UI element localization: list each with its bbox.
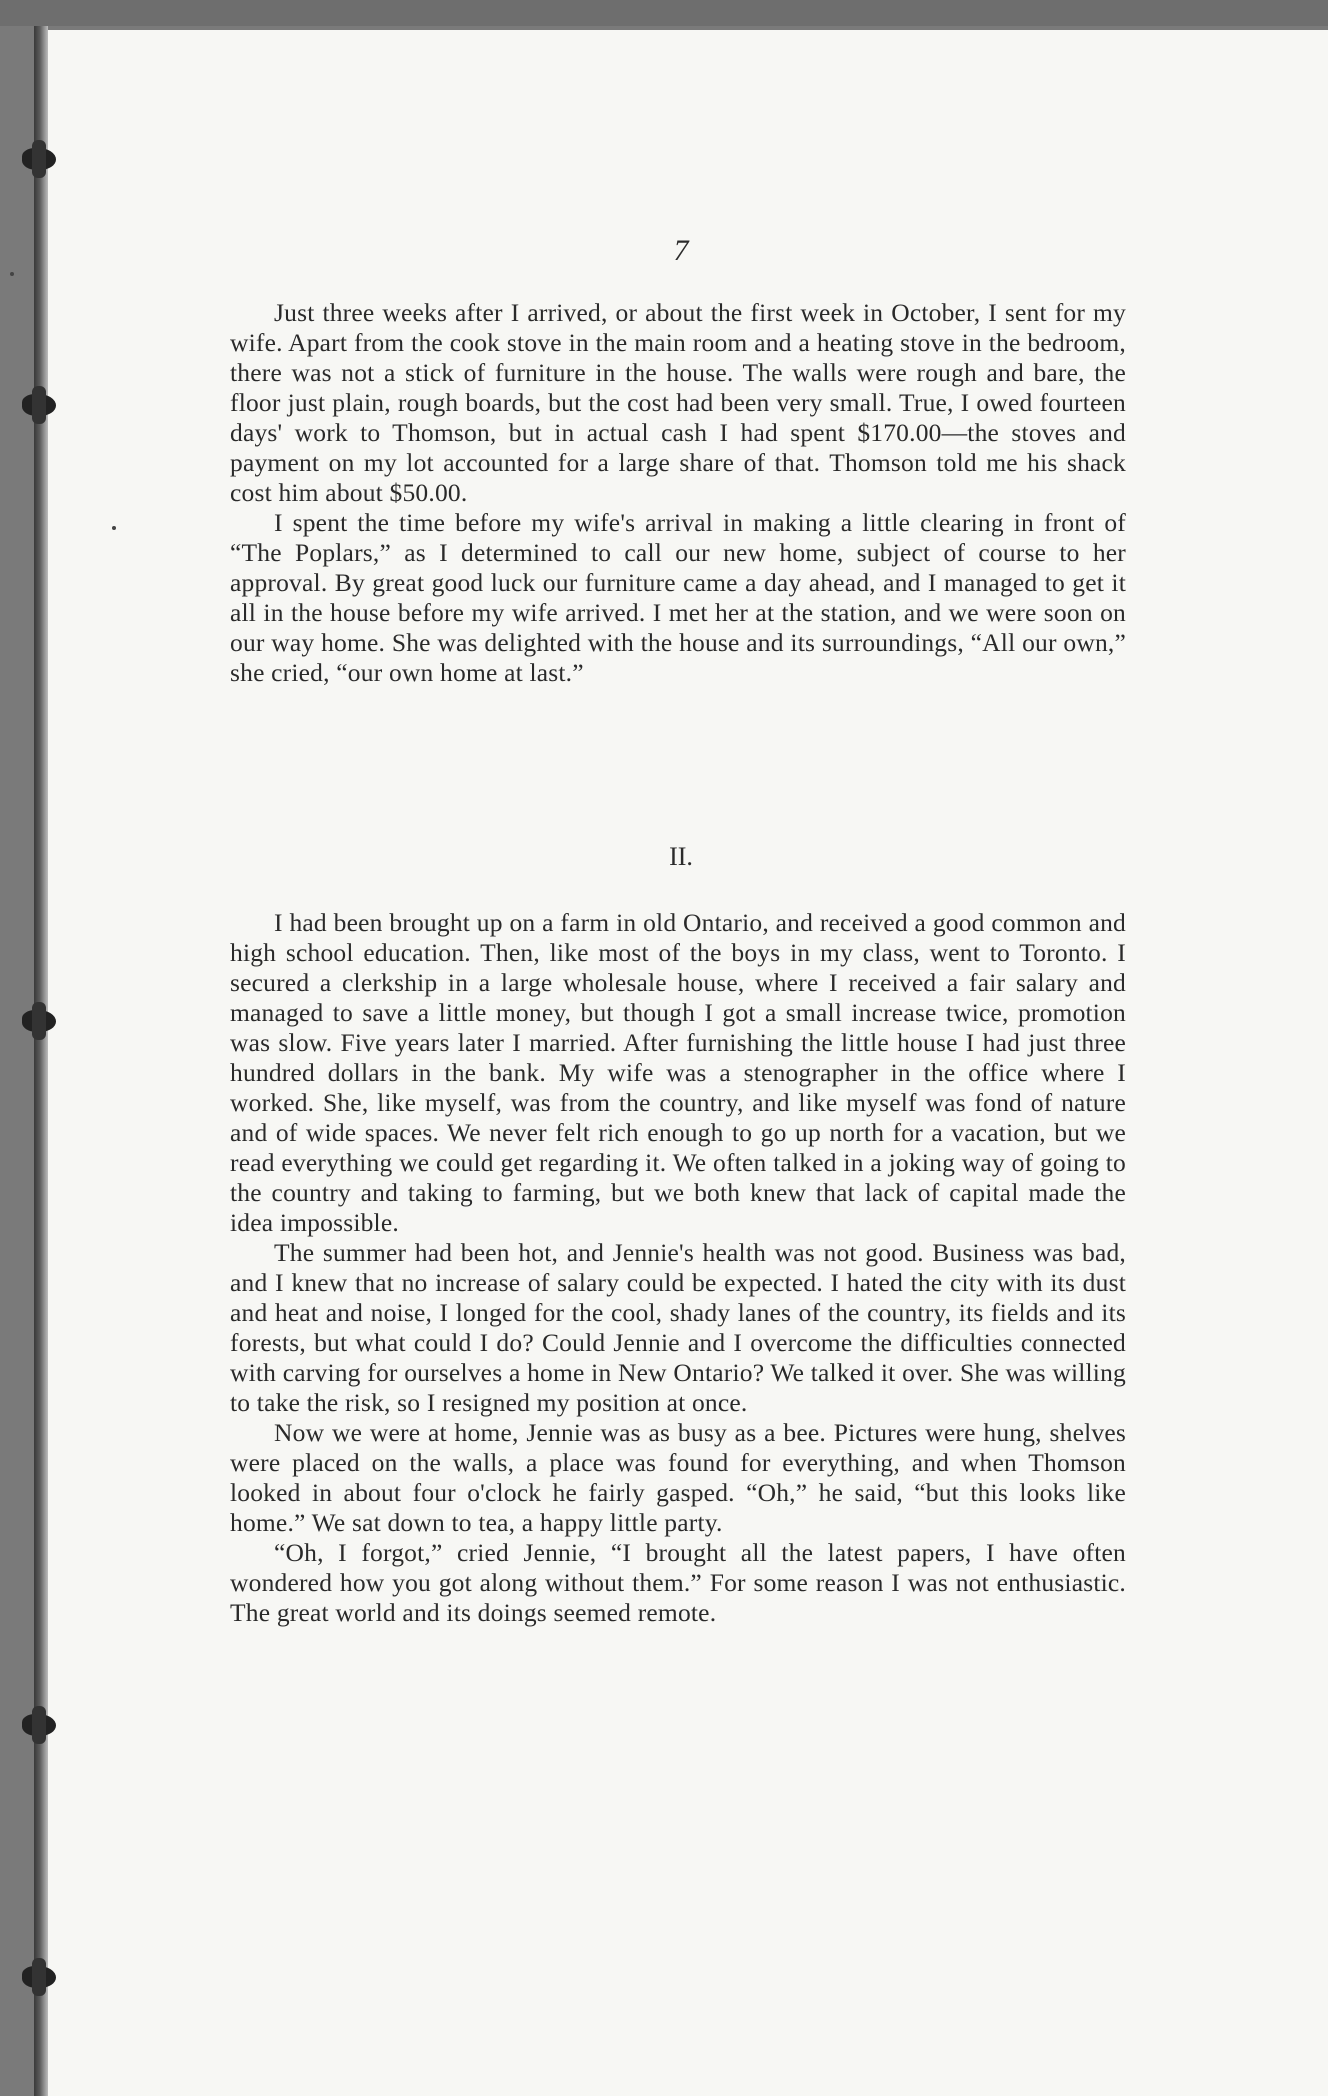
text-block-part1 <box>230 298 1126 688</box>
binding-staple <box>22 148 56 170</box>
page-number: 7 <box>673 234 689 267</box>
book-page <box>34 30 1328 2096</box>
paragraph: Now we were at home, Jennie was as busy as a bee. Pictures were hung, shelves were placed on the walls, a place was found for everything, and when Thomson looked in about four o'clock he fairly gasped. “Oh,” he said, “but this looks like home.” We sat down to tea, a happy little party. <box>230 1418 1126 1537</box>
paragraph: Just three weeks after I arrived, or about the first week in October, I sent for my wife. Apart from the cook stove in the main room and a heating stove in the bedroom, there was not a stick of furniture in the house. The walls were rough and bare, the floor just plain, rough boards, but the cost had been very small. True, I owed fourteen days' work to Thomson, but in actual cash I had spent $170.00—the stoves and payment on my lot accounted for a large share of that. Thomson told me his shack cost him about $50.00. <box>230 298 1126 507</box>
paragraph: The summer had been hot, and Jennie's health was not good. Business was bad, and I knew that no increase of salary could be expected. I hated the city with its dust and heat and noise, I longed for the cool, shady lanes of the country, its fields and its forests, but what could I do? Could Jennie and I overcome the difficulties connected with carving for ourselves a home in New Ontario? We talked it over. She was willing to take the risk, so I resigned my position at once. <box>230 1238 1126 1417</box>
binding-staple <box>22 1714 56 1736</box>
paragraph: “Oh, I forgot,” cried Jennie, “I brought all the latest papers, I have often wondered how you got along without them.” For some reason I was not enthusiastic. The great world and its doings seemed remote. <box>230 1538 1126 1627</box>
scan-speck <box>112 526 116 530</box>
text-block-part2 <box>230 908 1126 1628</box>
scan-top-edge <box>0 0 1328 26</box>
binding-staple <box>22 1010 56 1032</box>
paragraph: I spent the time before my wife's arrival in making a little clearing in front of “The Poplars,” as I determined to call our new home, subject of course to her approval. By great good luck our furniture came a day ahead, and I managed to get it all in the house before my wife arrived. I met her at the station, and we were soon on our way home. She was delighted with the house and its surroundings, “All our own,” she cried, “our own home at last.” <box>230 508 1126 687</box>
book-binding-edge <box>34 26 48 2096</box>
section-heading: II. <box>669 842 693 871</box>
scan-speck <box>10 272 14 276</box>
paragraph: I had been brought up on a farm in old Ontario, and received a good common and high school education. Then, like most of the boys in my class, went to Toronto. I secured a clerkship in a large wholesale house, where I received a fair salary and managed to save a little money, but though I got a small increase twice, promotion was slow. Five years later I married. After furnishing the little house I had just three hundred dollars in the bank. My wife was a stenographer in the office where I worked. She, like myself, was from the country, and like myself was fond of nature and of wide spaces. We never felt rich enough to go up north for a vacation, but we read everything we could get regarding it. We often talked in a joking way of going to the country and taking to farming, but we both knew that lack of capital made the idea impossible. <box>230 908 1126 1237</box>
binding-staple <box>22 394 56 416</box>
binding-staple <box>22 1966 56 1988</box>
